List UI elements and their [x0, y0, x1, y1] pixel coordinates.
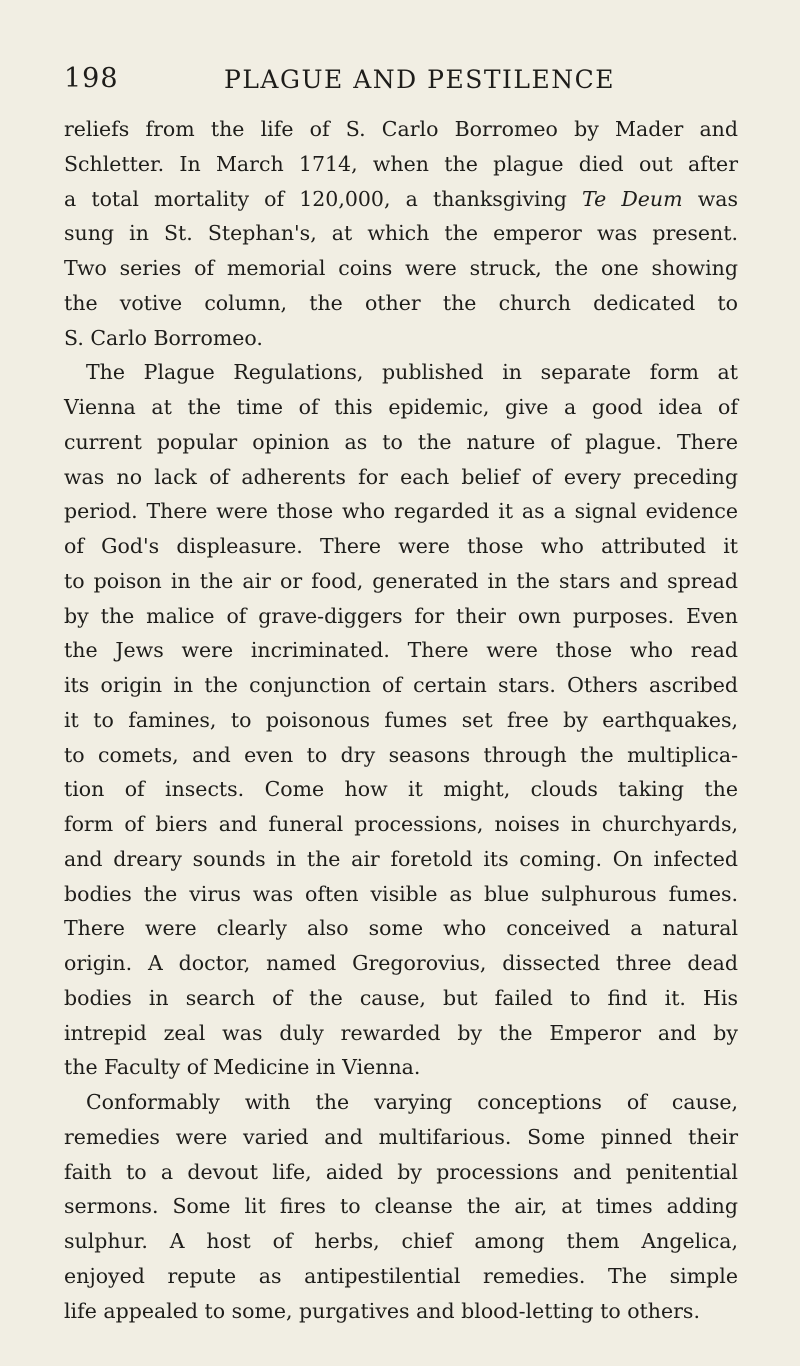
- page-number: 198: [64, 63, 119, 94]
- text-line: reliefs from the life of S. Carlo Borromeo by Mader and: [64, 117, 738, 141]
- text-line: S. Carlo Borromeo.: [64, 325, 263, 350]
- running-head: [64, 63, 740, 103]
- text-line: There were clearly also some who conceived a natural: [64, 916, 738, 941]
- text-line: a total mortality of 120,000, a thanksgiving Te Deum was: [64, 186, 738, 211]
- text-line: to poison in the air or food, generated in the stars and spread: [64, 568, 738, 593]
- text-line: intrepid zeal was duly rewarded by the Emperor and by: [64, 1020, 738, 1045]
- text-line: by the malice of grave-diggers for their own purposes. Even: [64, 603, 738, 628]
- text-line: Two series of memorial coins were struck, the one showing: [64, 256, 738, 280]
- text-line: sermons. Some lit fires to cleanse the air, at times adding: [64, 1194, 738, 1219]
- page-title: PLAGUE AND PESTILENCE: [224, 65, 615, 94]
- text-line: faith to a devout life, aided by processions and penitential: [64, 1159, 738, 1184]
- text-line: and dreary sounds in the air foretold its coming. On infected: [64, 846, 738, 871]
- text-line: enjoyed repute as antipestilential remedies. The simple: [64, 1263, 738, 1288]
- text-line: its origin in the conjunction of certain stars. Others ascribed: [64, 673, 738, 697]
- text-line: current popular opinion as to the nature of plague. There: [64, 429, 738, 454]
- text-line: Vienna at the time of this epidemic, give a good idea of: [64, 395, 738, 419]
- text-line: sulphur. A host of herbs, chief among them Angelica,: [64, 1229, 738, 1253]
- text-line: form of biers and funeral processions, noises in churchyards,: [64, 812, 738, 836]
- text-line: The Plague Regulations, published in separate form at: [86, 360, 738, 385]
- paragraph: [64, 355, 738, 1085]
- body-text: [64, 112, 738, 1328]
- text-line: tion of insects. Come how it might, clouds taking the: [64, 777, 738, 802]
- text-line: of God's displeasure. There were those who attributed it: [64, 534, 738, 558]
- text-line: life appealed to some, purgatives and blood-letting to others.: [64, 1298, 700, 1323]
- paragraph: [64, 1085, 738, 1328]
- text-line: sung in St. Stephan's, at which the emperor was present.: [64, 221, 738, 246]
- text-line: the Jews were incriminated. There were those who read: [64, 638, 738, 663]
- text-line: bodies in search of the cause, but failed to find it. His: [64, 985, 738, 1010]
- text-line: origin. A doctor, named Gregorovius, dissected three dead: [64, 951, 738, 975]
- text-line: Schletter. In March 1714, when the plague died out after: [64, 151, 738, 176]
- text-line: bodies the virus was often visible as blue sulphurous fumes.: [64, 881, 738, 906]
- text-line: to comets, and even to dry seasons through the multiplica-: [64, 742, 738, 767]
- text-line: Conformably with the varying conceptions of cause,: [86, 1090, 738, 1114]
- text-line: the Faculty of Medicine in Vienna.: [64, 1055, 421, 1080]
- text-line: it to famines, to poisonous fumes set free by earthquakes,: [64, 707, 738, 732]
- text-line: the votive column, the other the church dedicated to: [64, 290, 738, 315]
- text-line: remedies were varied and multifarious. Some pinned their: [64, 1124, 738, 1149]
- text-line: was no lack of adherents for each belief of every preceding: [64, 464, 738, 489]
- paragraph: [64, 112, 738, 355]
- text-line: period. There were those who regarded it as a signal evidence: [64, 499, 738, 524]
